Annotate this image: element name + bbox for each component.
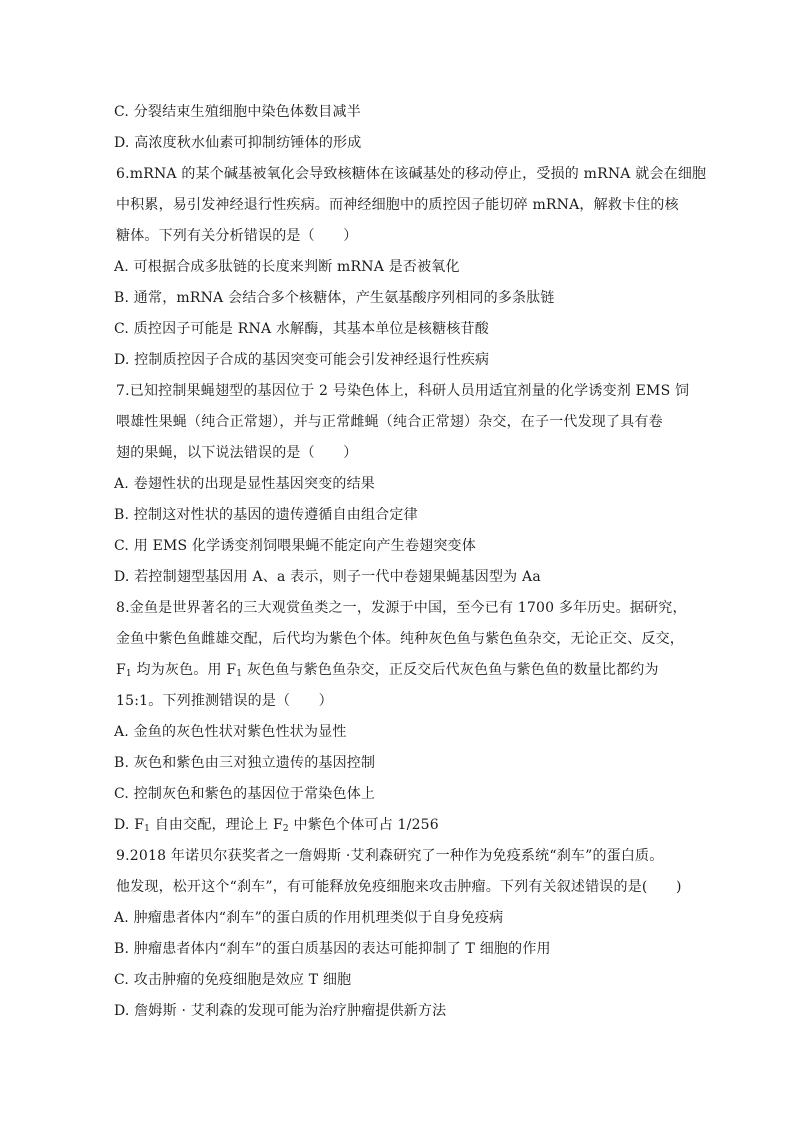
q8-option-c: C. 控制灰色和紫色的基因位于常染色体上 <box>114 786 376 802</box>
q9-option-c: C. 攻击肿瘤的免疫细胞是效应 T 细胞 <box>114 972 352 988</box>
q9-stem-line-2: 他发现，松开这个“刹车”，有可能释放免疫细胞来攻击肿瘤。下列有关叙述错误的是( ) <box>116 879 682 895</box>
q8-option-b: B. 灰色和紫色由三对独立遗传的基因控制 <box>114 755 376 771</box>
q7-stem-line-2: 喂雄性果蝇（纯合正常翅），并与正常雌蝇（纯合正常翅）杂交，在子一代发现了具有卷 <box>116 414 663 430</box>
q6-option-a: A. 可根据合成多肽链的长度来判断 mRNA 是否被氧化 <box>114 259 460 275</box>
q8-stem-line-2: 金鱼中紫色鱼雌雄交配，后代均为紫色个体。纯种灰色鱼与紫色鱼杂交，无论正交、反交， <box>116 631 684 647</box>
q8-option-a: A. 金鱼的灰色性状对紫色性状为显性 <box>114 724 347 740</box>
q7-option-a: A. 卷翅性状的出现是显性基因突变的结果 <box>114 476 376 492</box>
q8-stem-line-1: 8.金鱼是世界著名的三大观赏鱼类之一，发源于中国，至今已有 1700 多年历史。据研究， <box>116 600 687 616</box>
q6-option-c: C. 质控因子可能是 RNA 水解酶，其基本单位是核糖核苷酸 <box>114 321 489 337</box>
q7-option-c: C. 用 EMS 化学诱变剂饲喂果蝇不能定向产生卷翅突变体 <box>114 538 476 554</box>
q9-option-b: B. 肿瘤患者体内“刹车”的蛋白质基因的表达可能抑制了 T 细胞的作用 <box>114 941 551 957</box>
q5-option-c: C. 分裂结束生殖细胞中染色体数目减半 <box>114 104 361 120</box>
q9-option-d: D. 詹姆斯 · 艾利森的发现可能为治疗肿瘤提供新方法 <box>114 1003 447 1019</box>
q8-option-d: D. $F_1$ 自由交配，理论上 $F_2$ 中紫色个体可占 1/256 <box>114 817 439 834</box>
q9-option-a: A. 肿瘤患者体内“刹车”的蛋白质的作用机理类似于自身免疫病 <box>114 910 504 926</box>
q8-stem-line-4: 15:1。下列推测错误的是（ ） <box>116 693 333 709</box>
q7-option-d: D. 若控制翅型基因用 A、a 表示，则子一代中卷翅果蝇基因型为 Aa <box>114 569 541 585</box>
q9-stem-line-1: 9.2018 年诺贝尔获奖者之一詹姆斯 ·艾利森研究了一种作为免疫系统“刹车”的蛋白质。 <box>116 848 664 864</box>
q6-option-d: D. 控制质控因子合成的基因突变可能会引发神经退行性疾病 <box>114 352 490 368</box>
q7-stem-line-3: 翅的果蝇，以下说法错误的是（ ） <box>116 445 358 461</box>
q6-stem-line-2: 中积累，易引发神经退行性疾病。而神经细胞中的质控因子能切碎 mRNA，解救卡住的核 <box>116 197 679 213</box>
q6-stem-line-1: 6.mRNA 的某个碱基被氧化会导致核糖体在该碱基处的移动停止，受损的 mRNA 就会在细胞 <box>116 166 707 182</box>
q6-option-b: B. 通常，mRNA 会结合多个核糖体，产生氨基酸序列相同的多条肽链 <box>114 290 555 306</box>
q7-option-b: B. 控制这对性状的基因的遗传遵循自由组合定律 <box>114 507 418 523</box>
q7-stem-line-1: 7.已知控制果蝇翅型的基因位于 2 号染色体上，科研人员用适宜剂量的化学诱变剂 EMS 饲 <box>116 383 690 399</box>
q8-stem-line-3: $F_1$ 均为灰色。用 $F_1$ 灰色鱼与紫色鱼杂交，正反交后代灰色鱼与紫色鱼的数量比都约为 <box>116 662 659 679</box>
q6-stem-line-3: 糖体。下列有关分析错误的是（ ） <box>116 228 358 244</box>
q5-option-d: D. 高浓度秋水仙素可抑制纺锤体的形成 <box>114 135 362 151</box>
